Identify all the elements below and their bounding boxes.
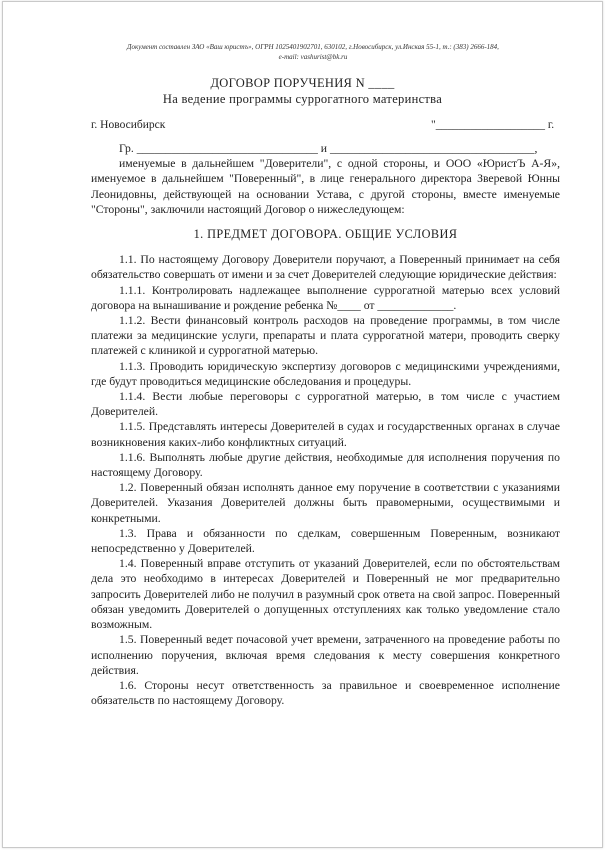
preamble-text: именуемые в дальнейшем "Доверители", с одной стороны, и ООО «ЮристЪ А-Я», именуемое в дальнейшем "Поверенный", в лице генерального директора Зверевой Юнны Леонидовны, действующей на основании Устава, с другой стороны, вместе именуемые "Стороны", заключили настоящий Договор о нижеследующем:: [91, 157, 560, 216]
contract-title: ДОГОВОР ПОРУЧЕНИЯ N ____: [210, 76, 395, 90]
document-page: [2, 1, 603, 848]
clause: 1.6. Стороны несут ответственность за правильное и своевременное исполнение обязательств по настоящему Договору.: [91, 678, 560, 708]
contract-subtitle: На ведение программы суррогатного материнства: [162, 92, 443, 106]
header-note-line1: Документ составлен ЗАО «Ваш юристъ», ОГРН 1025401902701, 630102, г.Новосибирск, ул.Инская 55-1, т.: (383) 2666-184,: [127, 43, 499, 51]
clause: 1.1.5. Представлять интересы Доверителей в судах и государственных органах в случае возникновения каких-либо конфликтных ситуаций.: [91, 420, 560, 449]
clause: 1.1. По настоящему Договору Доверители поручают, а Поверенный принимает на себя обязательство совершать от имени и за счет Доверителей следующие юридические действия:: [91, 253, 560, 282]
clause: 1.1.4. Вести любые переговоры с суррогатной матерью, в том числе с участием Доверителей.: [91, 390, 560, 419]
clause: 1.3. Права и обязанности по сделкам, совершенным Поверенным, возникают непосредственно у Доверителей.: [91, 526, 560, 556]
clause: 1.5. Поверенный ведет почасовой учет времени, затраченного на проведение работы по исполнению поручения, включая время следования к месту совершения конкретного действия.: [91, 633, 560, 677]
clause: 1.1.1. Контролировать надлежащее выполнение суррогатной матерью всех условий договора на вынашивание и рождение ребенка №____ от _____________.: [91, 283, 560, 312]
city-field: г. Новосибирск: [91, 119, 166, 131]
clause: 1.4. Поверенный вправе отступить от указаний Доверителей, если по обстоятельствам дела это необходимо в интересах Доверителей и Поверенный не мог предварительно запросить Доверителей либо не получил в разумный срок ответа на свой запрос. Поверенный обязан уведомить Доверителей о допущенных отступлениях как только уведомление стало возможным.: [91, 557, 560, 632]
clause: 1.2. Поверенный обязан исполнять данное ему поручение в соответствии с указаниями Доверителей. Указания Доверителей должны быть правомерными, осуществимыми и конкретными.: [91, 481, 560, 525]
section-heading: 1. ПРЕДМЕТ ДОГОВОРА. ОБЩИЕ УСЛОВИЯ: [193, 227, 458, 242]
contract-body: [91, 141, 560, 708]
date-field: "___________________ г.: [431, 119, 555, 131]
preamble-parties: Гр. _______________________________ и ___________________________________,: [119, 142, 538, 155]
header-note-line2: e-mail: vashurist@bk.ru: [278, 53, 348, 61]
document-header-note: [73, 42, 553, 62]
clause: 1.1.2. Вести финансовый контроль расходов на проведение программы, в том числе платежи за медицинские услуги, препараты и плата суррогатной матери, проводить сверку платежей с клиникой и суррогатной матерью.: [91, 314, 560, 358]
clause: 1.1.3. Проводить юридическую экспертизу договоров с медицинскими учреждениями, где будут проводиться медицинские обследования и процедуры.: [91, 359, 560, 388]
clause: 1.1.6. Выполнять любые другие действия, необходимые для исполнения поручения по настоящему Договору.: [91, 450, 560, 480]
